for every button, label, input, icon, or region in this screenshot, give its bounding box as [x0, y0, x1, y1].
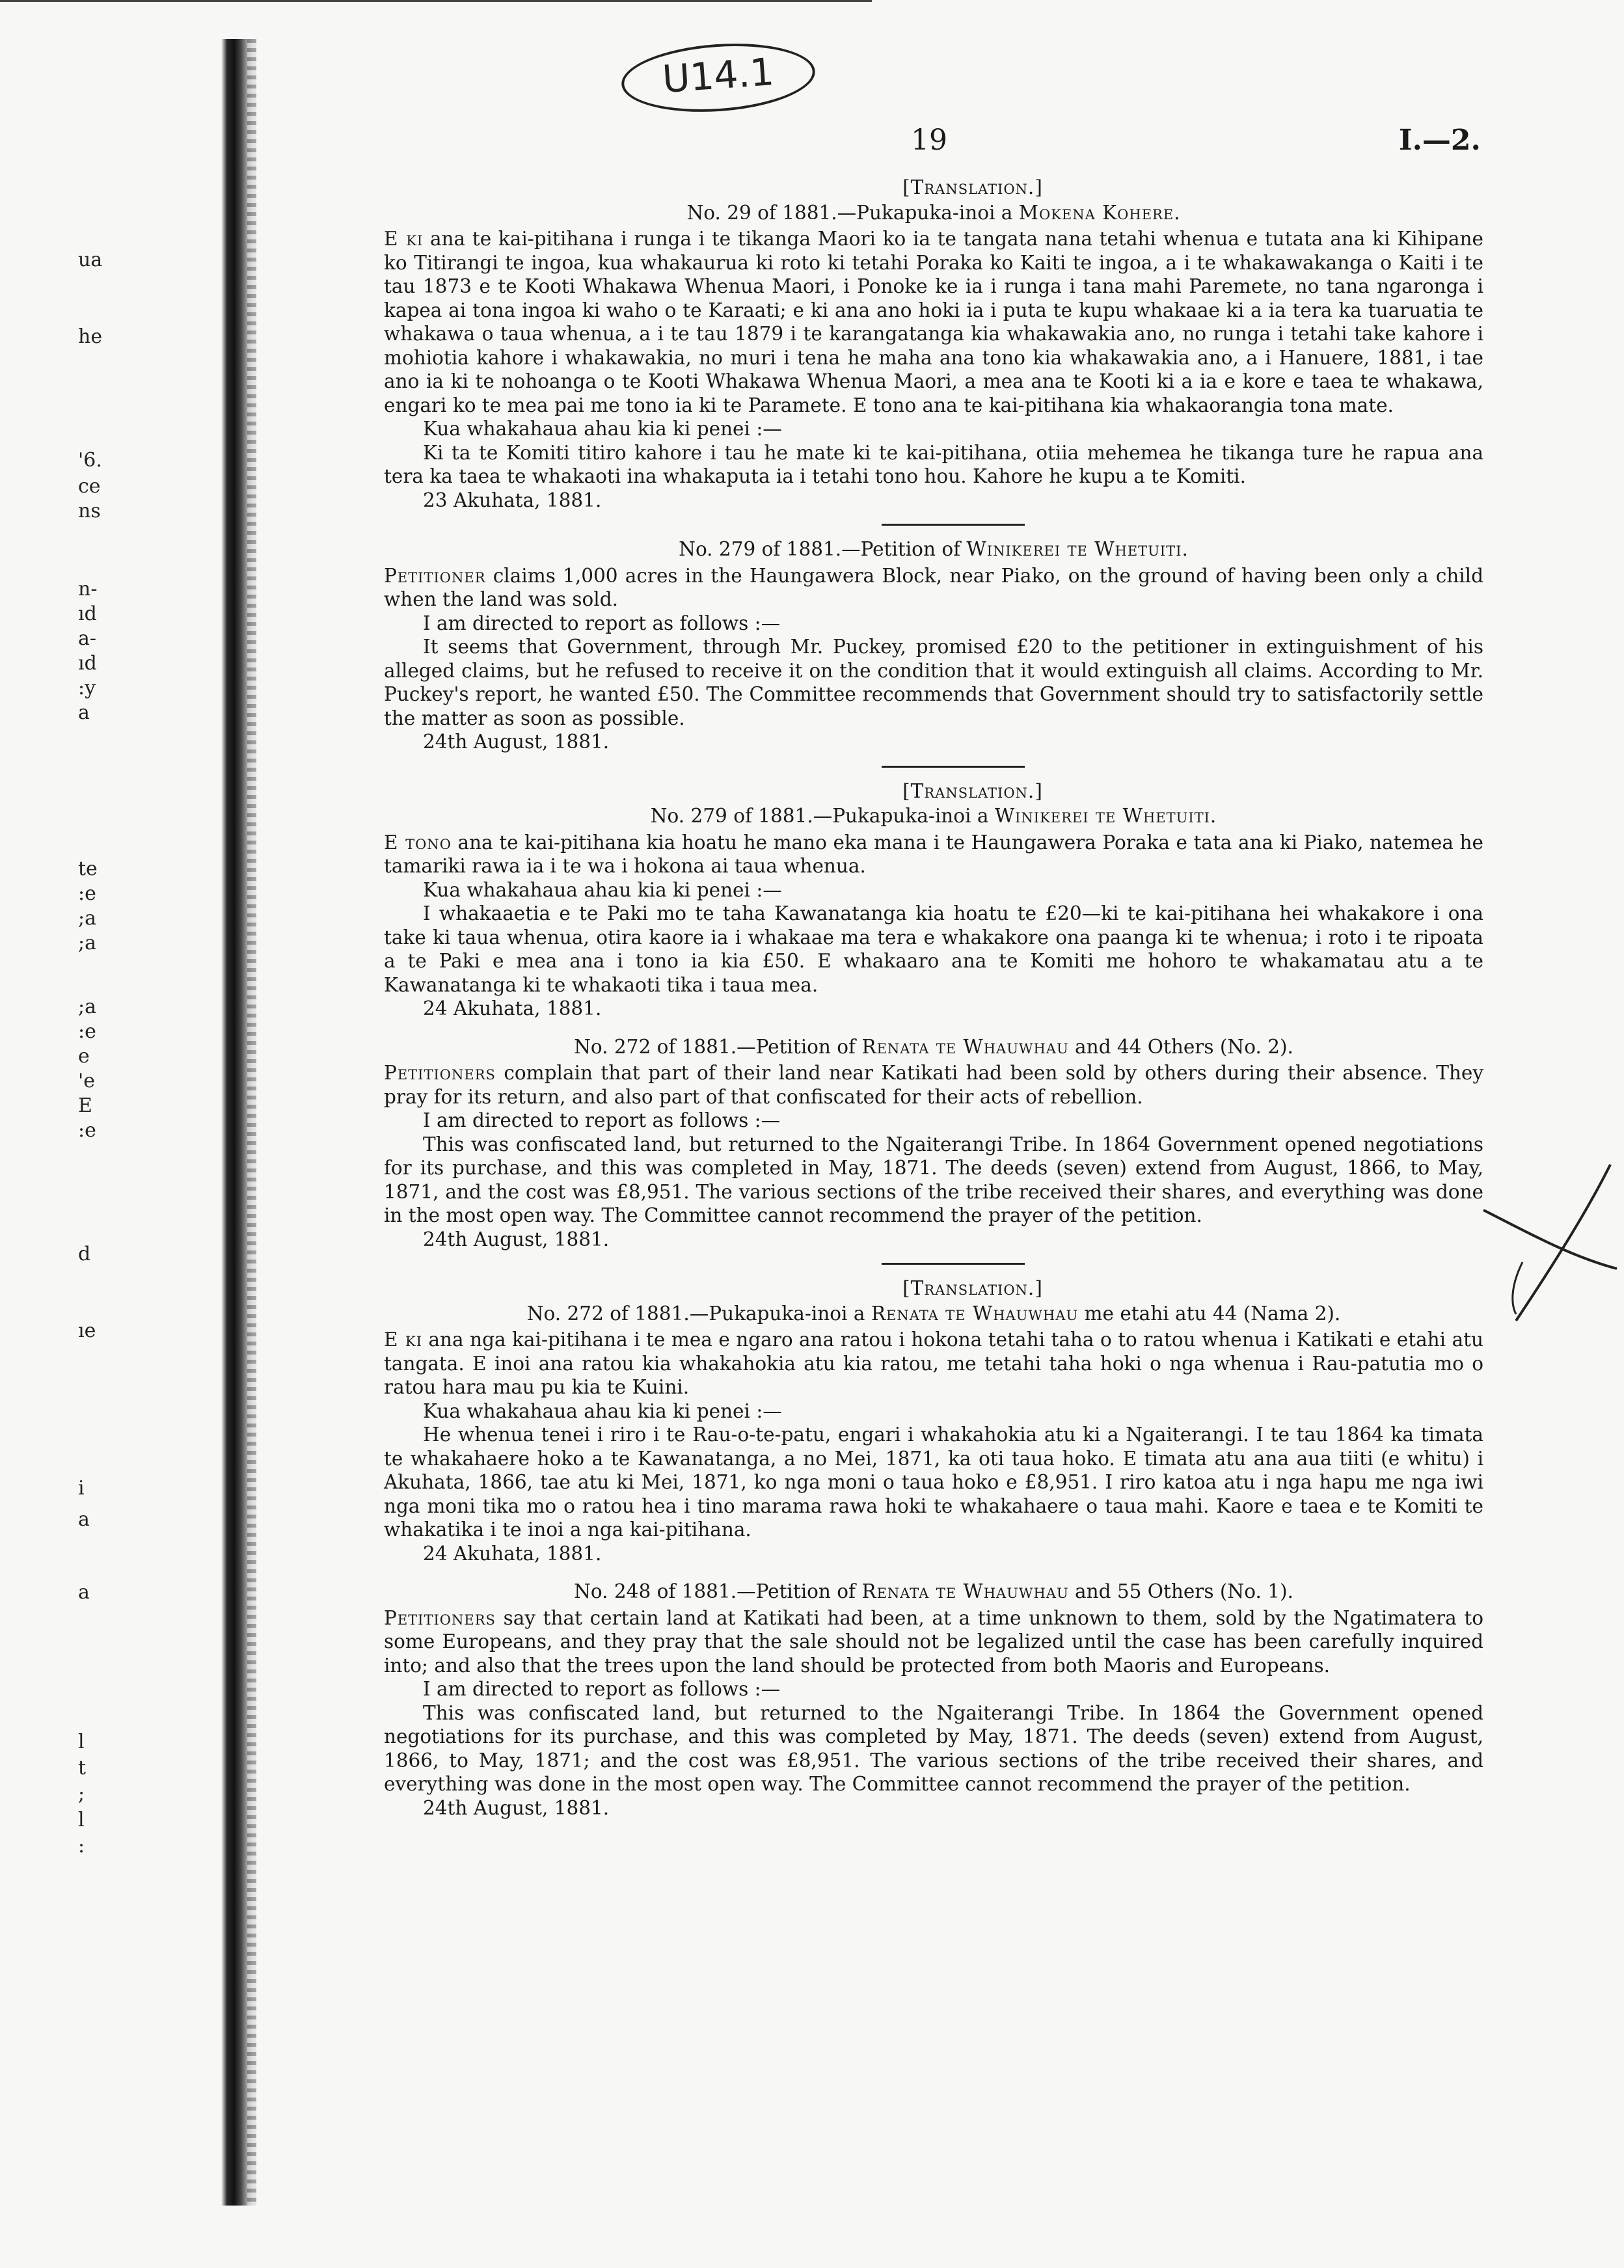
committee-report: It seems that Government, through Mr. Puckey, promised £20 to the petitioner in extinguishment of his alleged claims, but he refused to receive it on the condition that it would extinguish all claims. According to Mr. Puckey's report, he wanted £50. The Committee recommends that Government should try to satisfactorily settle the matter as soon as possible.	[384, 636, 1483, 729]
translation-label: [Translation.]	[902, 1277, 1043, 1299]
top-edge-line	[0, 0, 872, 2]
page-code: I.—2.	[1399, 124, 1481, 157]
document-body	[384, 176, 1483, 1820]
page-number: 19	[911, 124, 947, 157]
margin-fragment: E	[78, 1094, 92, 1117]
petition-section	[384, 1276, 1483, 1565]
page-binding-edge	[247, 39, 256, 2206]
heading-prefix: No. 248 of 1881.—Petition of	[574, 1580, 862, 1602]
petition-heading	[384, 1302, 1483, 1326]
summary-text: claims 1,000 acres in the Haungawera Block, near Piako, on the ground of having been only a child when the land was sold.	[384, 564, 1483, 610]
report-date: 24th August, 1881.	[423, 1228, 610, 1250]
directed-line: I am directed to report as follows :—	[423, 1109, 781, 1131]
summary-lead: E ki	[384, 1329, 422, 1351]
summary-text: ana nga kai-pitihana i te mea e ngaro ana ratou i hokona tetahi taha o to ratou whenua i Katikati e etahi atu tangata. E inoi ana ratou kia whakahokia atu kia ratou, me tetahi taha hoki o nga whenua i Rau-patutia mo o ratou hara mau pu kia te Kuini.	[384, 1329, 1484, 1398]
petitioner-name: Renata te Whauwhau	[861, 1035, 1069, 1058]
margin-fragment: a	[78, 1581, 90, 1604]
report-date: 24 Akuhata, 1881.	[423, 1542, 602, 1565]
committee-report: This was confiscated land, but returned to the Ngaiterangi Tribe. In 1864 Government opened negotiations for its purchase, and this was completed in May, 1871. The deeds (seven) extend from August, 1866, to May, 1871, and the cost was £8,951. The various sections of the tribe received their shares, and everything was done in the most open way. The Committee cannot recommend the prayer of the petition.	[384, 1133, 1483, 1226]
petition-heading	[384, 1035, 1483, 1059]
petitioner-name: Winikerei te Whetuiti.	[966, 538, 1189, 560]
margin-fragment: 'e	[78, 1070, 96, 1092]
margin-fragment: ;a	[78, 907, 96, 930]
petition-heading	[384, 201, 1483, 225]
section-divider	[882, 766, 1025, 768]
summary-text: complain that part of their land near Katikati had been sold by others during their absence. They pray for its return, and also part of that confiscated for their acts of rebellion.	[384, 1062, 1483, 1108]
summary-lead: Petitioners	[384, 1606, 496, 1629]
directed-line: I am directed to report as follows :—	[423, 612, 781, 634]
directed-line: Kua whakahaua ahau kia ki penei :—	[423, 1399, 782, 1422]
margin-fragment: e	[78, 1045, 90, 1068]
handwritten-cross-mark	[1477, 1158, 1620, 1327]
section-divider	[882, 524, 1025, 526]
summary-text: say that certain land at Katikati had been, at a time unknown to them, sold by the Ngatimatera to some Europeans, and they pray that the sale should not be legalized until the case has been carefully inquired into; and also that the trees upon the land should be protected from both Maoris and Europeans.	[384, 1606, 1483, 1677]
petition-heading	[384, 1580, 1483, 1604]
heading-prefix: No. 272 of 1881.—Pukapuka-inoi a	[526, 1302, 871, 1325]
summary-lead: Petitioner	[384, 564, 486, 587]
section-divider	[882, 1263, 1025, 1265]
margin-fragment: ua	[78, 249, 103, 271]
petitioner-name: Renata te Whauwhau	[861, 1580, 1069, 1602]
margin-fragment: ıe	[78, 1319, 96, 1342]
margin-fragment: ;	[78, 1783, 85, 1805]
heading-prefix: No. 29 of 1881.—Pukapuka-inoi a	[686, 201, 1019, 224]
summary-lead: E ki	[384, 228, 424, 250]
petition-summary	[384, 564, 1483, 612]
margin-fragment: '6.	[78, 449, 102, 472]
margin-fragment: :e	[78, 1119, 96, 1142]
petition-summary	[384, 831, 1483, 878]
directed-line: Kua whakahaua ahau kia ki penei :—	[423, 878, 782, 901]
committee-report: I whakaaetia e te Paki mo te taha Kawanatanga kia hoatu te £20—ki te kai-pitihana hei whakakore i ona take ki taua whenua, otira kaore ia i whakaae ma tera e whakakore ona paanga ki te whenua; i roto i te ripoata a te Paki e mea ana i tono ia kia £50. E whakaaro ana te Komiti me hohoro te whakamatau atu a te Kawanatanga ki te whakaoti tika i taua mea.	[384, 902, 1483, 996]
summary-text: ana te kai-pitihana kia hoatu he mano eka mana i te Haungawera Poraka e tata ana ki Piako, natemea he tamariki rawa ia i te wa i hokona ai taua whenua.	[384, 831, 1483, 877]
margin-fragment: :e	[78, 1020, 96, 1043]
translation-label: [Translation.]	[902, 779, 1043, 802]
margin-fragment: i	[78, 1477, 85, 1500]
margin-fragment: ;a	[78, 932, 96, 954]
directed-line: I am directed to report as follows :—	[423, 1678, 781, 1700]
petition-summary	[384, 1606, 1483, 1678]
summary-lead: E tono	[384, 831, 452, 854]
petition-section	[384, 537, 1483, 754]
margin-fragment: ns	[78, 500, 101, 522]
margin-fragment: l	[78, 1731, 85, 1753]
directed-line: Kua whakahaua ahau kia ki penei :—	[423, 418, 782, 440]
heading-suffix: and 44 Others (No. 2).	[1068, 1035, 1293, 1058]
margin-fragment: t	[78, 1757, 87, 1779]
report-date: 23 Akuhata, 1881.	[423, 489, 602, 511]
margin-fragment: a	[78, 1508, 90, 1531]
margin-fragment: a-	[78, 627, 97, 650]
report-date: 24 Akuhata, 1881.	[423, 997, 602, 1019]
margin-fragment: l	[78, 1809, 85, 1831]
summary-text: ana te kai-pitihana i runga i te tikanga Maori ko ia te tangata nana tetahi whenua e tutata ana ki Kihipane ko Titirangi te ingoa, kua whakaurua ki roto ki tetahi Poraka ko Kaiti te ingoa, a i te whakawakanga o Kaiti i te tau 1873 e te Kooti Whakawa Whenua Maori, i Ponoke ke ia i runga i tana mahi Paremete, no tana ngaronga i kapea ai tona ingoa ki waho o te Karaati; e ki ana ano hoki ia i puta te kupu whakaae ki a ia tera ka tuaruatia te whakawa o taua whenua, a i te tau 1879 i te karangatanga kia whakawakia ano, no runga i tetahi take kahore i mohiotia kahore i whakawakia, no muri i tena he maha ana tono kia whakawakia ano, a i Hanuere, 1881, i tae ano ia ki te nohoanga o te Kooti Whakawa Whenua Maori, a mea ana te Kooti ki a ia e kore e taea te whakawa, engari ko te mea pai me tono ia ki te Paramete. E tono ana te kai-pitihana kia whakaorangia tona mate.	[384, 228, 1483, 416]
petitioner-name: Winikerei te Whetuiti.	[994, 805, 1217, 827]
heading-suffix: me etahi atu 44 (Nama 2).	[1078, 1302, 1341, 1325]
petition-section	[384, 1035, 1483, 1252]
heading-prefix: No. 272 of 1881.—Petition of	[574, 1035, 862, 1058]
margin-fragment: te	[78, 857, 98, 880]
report-date: 24th August, 1881.	[423, 731, 610, 753]
petition-section	[384, 779, 1483, 1021]
summary-lead: Petitioners	[384, 1062, 496, 1084]
petition-section	[384, 1580, 1483, 1820]
margin-fragment: d	[78, 1243, 91, 1265]
petition-summary	[384, 227, 1483, 417]
margin-fragment: a	[78, 701, 90, 724]
petition-summary	[384, 1328, 1483, 1399]
margin-fragment: :y	[78, 677, 96, 699]
heading-prefix: No. 279 of 1881.—Pukapuka-inoi a	[650, 805, 995, 827]
margin-fragment: ;a	[78, 995, 96, 1018]
margin-fragment: n-	[78, 578, 98, 601]
margin-fragment: ıd	[78, 652, 97, 675]
heading-prefix: No. 279 of 1881.—Petition of	[679, 538, 967, 560]
petition-section	[384, 176, 1483, 512]
petitioner-name: Mokena Kohere.	[1018, 201, 1181, 224]
committee-report: This was confiscated land, but returned to the Ngaiterangi Tribe. In 1864 the Government opened negotiations for its purchase, and this was completed by May, 1871. The deeds (seven) extend from August, 1866, to May, 1871; and the cost was £8,951. The various sections of the tribe received their shares, and everything was done in the most open way. The Committee cannot recommend the prayer of the petition.	[384, 1701, 1483, 1795]
report-date: 24th August, 1881.	[423, 1796, 610, 1819]
petition-heading	[384, 804, 1483, 828]
heading-suffix: and 55 Others (No. 1).	[1068, 1580, 1293, 1602]
handwritten-reference-mark: U14.1	[619, 38, 817, 118]
petitioner-name: Renata te Whauwhau	[871, 1302, 1079, 1325]
margin-fragment: ıd	[78, 602, 97, 625]
committee-report: He whenua tenei i riro i te Rau-o-te-patu, engari i whakahokia atu ki a Ngaiterangi. I te tau 1864 ka timata te whakahaere hoko a te Kawanatanga, a no Mei, 1871, ka oti taua hoko. E timata atu ana aua tiiti (e whitu) i Akuhata, 1866, tae atu ki Mei, 1871, ko nga moni o taua hoko e £8,951. I riro katoa atu i nga hapu me nga iwi nga moni tika mo o ratou hea i tino marama rawa hoki te whakahaere o taua mahi. Kaore e taea e te Komiti te whakatika i te inoi a nga kai-pitihana.	[384, 1424, 1483, 1541]
committee-report: Ki ta te Komiti titiro kahore i tau he mate ki te kai-pitihana, otiia mehemea he tikanga ture he rapua ana tera ka taea te whakaoti ina whakaputa ia i tetahi tono hou. Kahore he kupu a te Komiti.	[384, 441, 1483, 487]
margin-fragment: he	[78, 325, 103, 348]
petition-summary	[384, 1061, 1483, 1109]
translation-label: [Translation.]	[902, 176, 1043, 198]
petition-heading	[384, 537, 1483, 561]
margin-fragment: :e	[78, 882, 96, 905]
margin-fragment: :	[78, 1835, 85, 1857]
margin-fragment: ce	[78, 475, 101, 498]
